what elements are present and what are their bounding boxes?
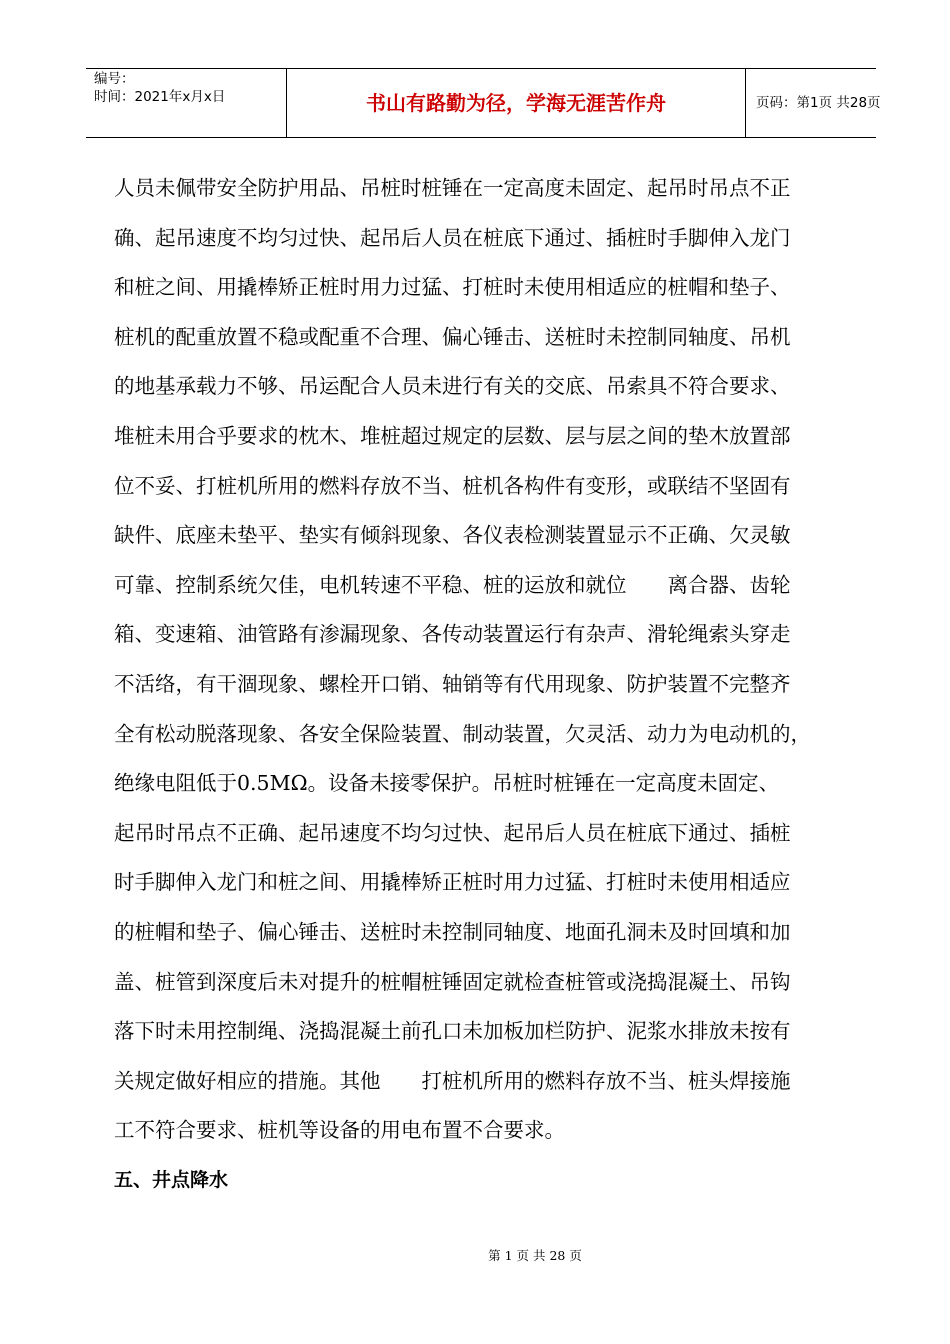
text-line: 可靠、控制系统欠佳，电机转速不平稳、桩的运放和就位 离合器、齿轮 <box>114 572 791 597</box>
footer-page-number: 第 1 页 共 28 页 <box>488 1248 582 1263</box>
body-text <box>114 164 854 1156</box>
header-motto-cell <box>286 69 746 137</box>
text-line: 时手脚伸入龙门和桩之间、用撬棒矫正桩时用力过猛、打桩时未使用相适应 <box>114 870 791 895</box>
text-line: 盖、桩管到深度后未对提升的桩帽桩锤固定就检查桩管或浇捣混凝土、吊钩 <box>114 969 791 994</box>
text-line: 绝缘电阻低于0.5MΩ。设备未接零保护。吊桩时桩锤在一定高度未固定、 <box>114 771 780 796</box>
text-line: 的地基承载力不够、吊运配合人员未进行有关的交底、吊索具不符合要求、 <box>114 374 791 399</box>
text-line: 箱、变速箱、油管路有渗漏现象、各传动装置运行有杂声、滑轮绳索头穿走 <box>114 622 791 647</box>
page-footer <box>0 1248 950 1264</box>
text-line: 起吊时吊点不正确、起吊速度不均匀过快、起吊后人员在桩底下通过、插桩 <box>114 820 791 845</box>
text-line: 不活络，有干涸现象、螺栓开口销、轴销等有代用现象、防护装置不完整齐 <box>114 671 791 696</box>
text-line: 和桩之间、用撬棒矫正桩时用力过猛、打桩时未使用相适应的桩帽和垫子、 <box>114 275 791 300</box>
header-page-cell <box>746 69 881 137</box>
text-line: 位不妥、打桩机所用的燃料存放不当、桩机各构件有变形，或联结不坚固有 <box>114 473 791 498</box>
text-line: 缺件、底座未垫平、垫实有倾斜现象、各仪表检测装置显示不正确、欠灵敏 <box>114 523 791 548</box>
document-number-label: 编号： <box>94 71 135 87</box>
text-line: 全有松动脱落现象、各安全保险装置、制动装置，欠灵活、动力为电动机的， <box>114 721 811 746</box>
section-heading: 五、井点降水 <box>114 1169 229 1191</box>
document-time-label: 时间：2021年x月x日 <box>94 89 226 105</box>
header-motto: 书山有路勤为径，学海无涯苦作舟 <box>366 91 666 115</box>
text-line: 的桩帽和垫子、偏心锤击、送桩时未控制同轴度、地面孔洞未及时回填和加 <box>114 919 791 944</box>
text-line: 工不符合要求、桩机等设备的用电布置不合要求。 <box>114 1118 565 1143</box>
page-header <box>86 68 881 138</box>
text-line: 人员未佩带安全防护用品、吊桩时桩锤在一定高度未固定、起吊时吊点不正 <box>114 176 791 200</box>
header-info-cell <box>86 69 286 137</box>
text-line: 关规定做好相应的措施。其他 打桩机所用的燃料存放不当、桩头焊接施 <box>114 1068 791 1093</box>
header-page-number: 页码：第1页 共28页 <box>756 95 881 111</box>
text-line: 桩机的配重放置不稳或配重不合理、偏心锤击、送桩时未控制同轴度、吊机 <box>114 324 791 349</box>
text-line: 堆桩未用合乎要求的枕木、堆桩超过规定的层数、层与层之间的垫木放置部 <box>114 423 791 448</box>
text-line: 落下时未用控制绳、浇捣混凝土前孔口未加板加栏防护、泥浆水排放未按有 <box>114 1019 791 1044</box>
text-line: 确、起吊速度不均匀过快、起吊后人员在桩底下通过、插桩时手脚伸入龙门 <box>114 225 791 250</box>
